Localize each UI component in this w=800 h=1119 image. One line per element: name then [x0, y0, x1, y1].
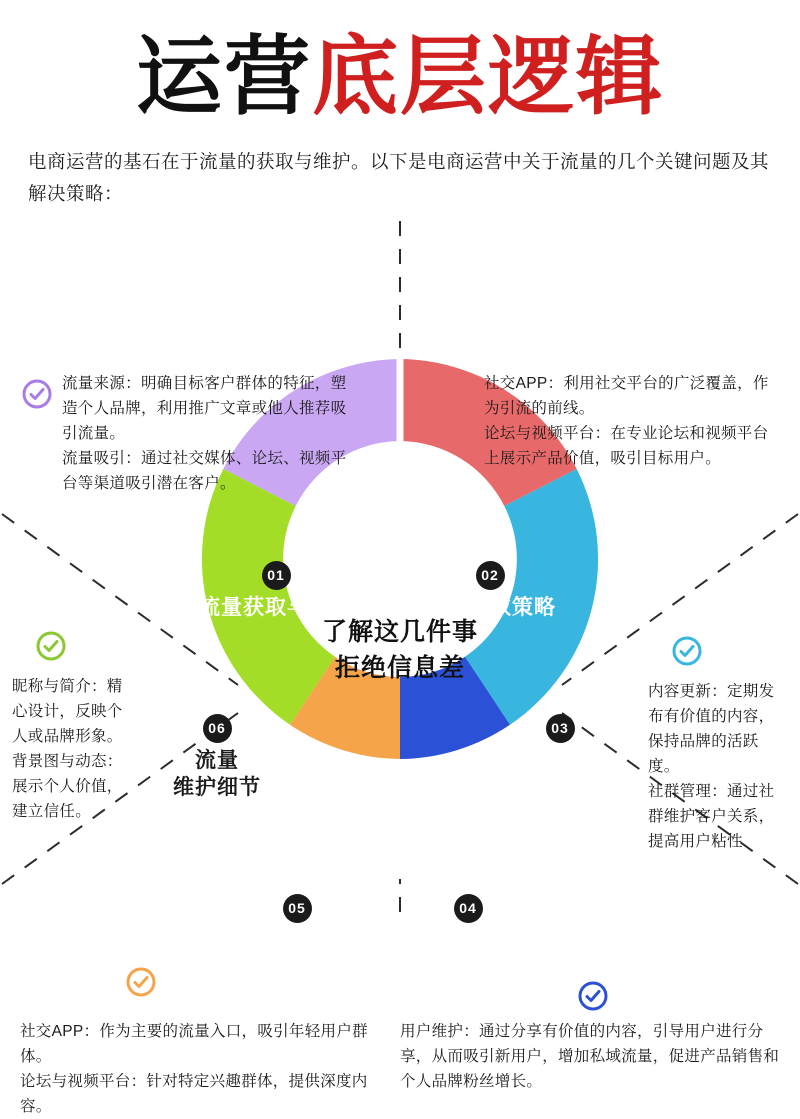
segment-label-01[interactable] [196, 561, 356, 622]
note-top-right-line1: 社交APP：利用社交平台的广泛覆盖，作为引流的前线。 [484, 374, 769, 417]
note-left-line1: 昵称与简介：精心设计，反映个人或品牌形象。 [12, 677, 123, 745]
note-bottom-left-line1: 社交APP：作为主要的流量入口，吸引年轻用户群体。 [20, 1022, 368, 1065]
note-top-left-line2: 流量吸引：通过社交媒体、论坛、视频平台等渠道吸引潜在客户。 [62, 450, 347, 493]
segment-text-02: 流量获取策略 [424, 595, 556, 619]
center-label-line1: 了解这几件事 [321, 617, 478, 646]
segment-number-05: 05 [283, 894, 312, 923]
check-top-right-icon [440, 379, 470, 409]
segment-label-02[interactable] [410, 561, 570, 622]
donut-diagram [0, 219, 800, 1116]
segment-number-03: 03 [546, 714, 575, 743]
note-bottom-left-line2: 论坛与视频平台：针对特定兴趣群体，提供深度内容。 [20, 1072, 368, 1116]
intro-paragraph: 电商运营的基石在于流量的获取与维护。以下是电商运营中关于流量的几个关键问题及其解决策略： [28, 151, 770, 205]
segment-text-06-line1: 流量 [195, 748, 239, 772]
segment-text-04-line1: 流量 [446, 928, 490, 952]
note-left-line2: 背景图与动态：展示个人价值，建立信任。 [12, 753, 123, 821]
page-title-part-1: 运营 [136, 27, 312, 127]
page-title [0, 0, 800, 127]
segment-text-03-line2: 维护方法 [516, 775, 604, 799]
note-top-left-line1: 流量来源：明确目标客户群体的特征，塑造个人品牌，利用推广文章或他人推荐吸引流量。 [62, 374, 347, 442]
note-right-line2: 社群管理：通过社群维护客户关系，提高用户粘性 [648, 783, 775, 851]
segment-label-04[interactable] [398, 894, 538, 982]
segment-text-04-line2: 裂变与分销 [413, 955, 523, 979]
check-top-left-icon [22, 379, 52, 409]
note-bottom-left [20, 1019, 370, 1119]
segment-number-06: 06 [203, 714, 232, 743]
segment-text-01: 流量获取与维护 [199, 595, 353, 619]
note-top-left [62, 371, 362, 497]
note-bottom-right [400, 1019, 780, 1094]
segment-text-05-line1: 流量 [275, 928, 319, 952]
segment-label-06[interactable] [152, 714, 282, 802]
note-left [12, 674, 138, 825]
check-bottom-right-icon [578, 981, 608, 1011]
note-top-right [484, 371, 780, 471]
note-top-right-line2: 论坛与视频平台：在专业论坛和视频平台上展示产品价值，吸引目标用户。 [484, 424, 769, 468]
center-label-line2: 拒绝信息差 [334, 654, 465, 682]
segment-number-02: 02 [476, 561, 505, 590]
check-left-icon [36, 631, 66, 661]
check-bottom-left-icon [126, 967, 156, 997]
segment-label-03[interactable] [495, 714, 625, 802]
segment-number-04: 04 [454, 894, 483, 923]
page-title-part-2: 底层逻辑 [312, 27, 664, 127]
center-label [290, 614, 510, 687]
segment-text-05-line2: 来源分析 [253, 955, 341, 979]
note-bottom-right-line1: 用户维护：通过分享有价值的内容，引导用户进行分享，从而吸引新用户，增加私域流量，促进产品销售和个人品牌粉丝增长。 [400, 1022, 780, 1090]
note-right [648, 679, 788, 855]
segment-text-03-line1: 流量 [538, 748, 582, 772]
segment-text-06-line2: 维护细节 [173, 775, 261, 799]
segment-label-05[interactable] [232, 894, 362, 982]
note-right-line1: 内容更新：定期发布有价值的内容，保持品牌的活跃度。 [648, 682, 775, 776]
check-right-icon [672, 636, 702, 666]
segment-number-01: 01 [262, 561, 291, 590]
